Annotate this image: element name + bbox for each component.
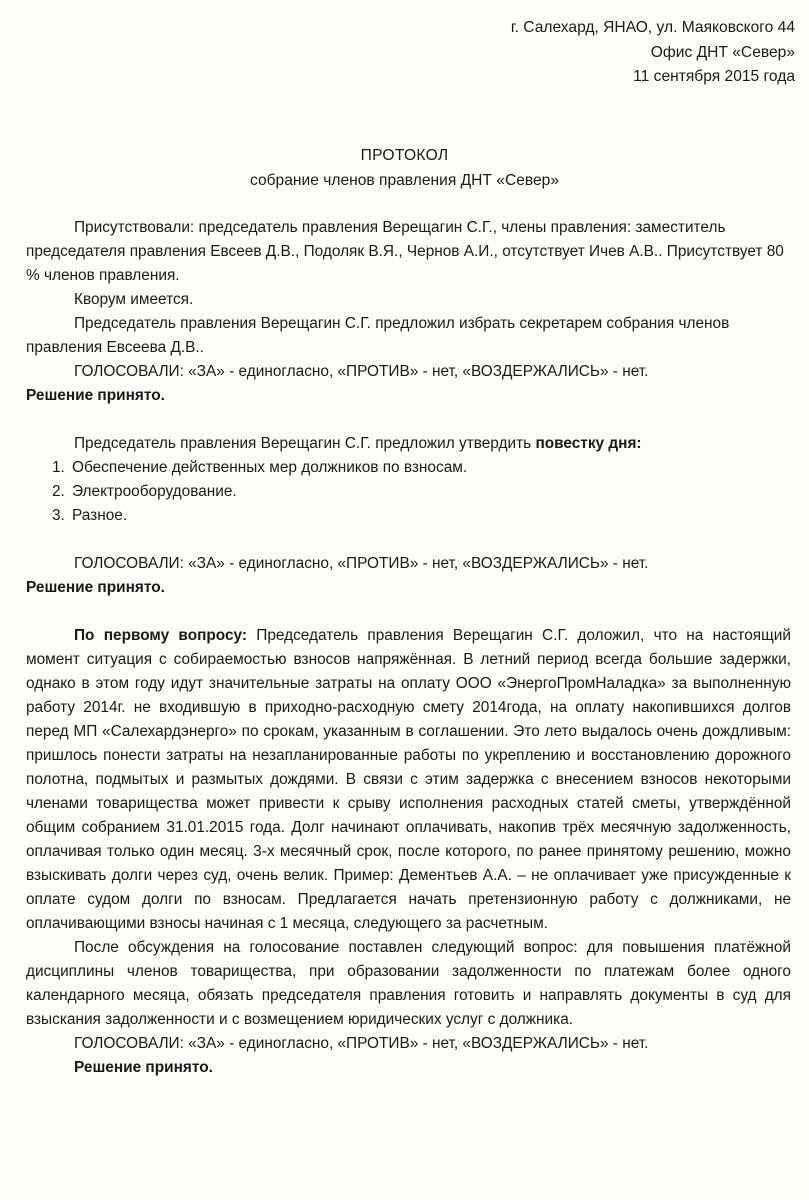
- agenda-list: [26, 456, 791, 528]
- address-block: [511, 16, 795, 90]
- decision-1: [26, 384, 791, 408]
- agenda-intro-bold: повестку дня:: [535, 435, 642, 452]
- decision-2: [26, 576, 791, 600]
- spacer: [26, 528, 791, 552]
- vote-line-1: ГОЛОСОВАЛИ: «ЗА» - единогласно, «ПРОТИВ» - нет, «ВОЗДЕРЖАЛИСЬ» - нет.: [74, 363, 649, 380]
- decision-1-text: Решение принято.: [26, 387, 165, 404]
- address-line-office: Офис ДНТ «Север»: [650, 43, 795, 61]
- first-question-label: По первому вопросу:: [74, 627, 248, 644]
- first-question-text: Председатель правления Верещагин С.Г. доложил, что на настоящий момент ситуация с собираемостью взносов напряжённая. В летний период всегда большие задержки, однако в этом году идут значительные затраты на оплату ООО «ЭнергоПромНаладка» за выполненную работу 2014г. не входившую в приходно-расходную смету 2014года, на оплату накопившихся долгов перед МП «Салехардэнерго» по срокам, указанным в соглашении. Это лето выдалось очень дождливым: пришлось понести затраты на незапланированные работы по укреплению и восстановлению дорожного полотна, подмытых и размытых дождями. В связи с этим задержка с внесением взносов некоторыми членами товарищества может привести к срыву исполнения расходных статей сметы, утверждённой общим собранием 31.01.2015 года. Долг начинают оплачивать, накопив трёх месячную задолженность, оплачивая только один месяц. 3-х месячный срок, после которого, по ранее принятому решению, можно взыскивать долги через суд, очень велик. Пример: Дементьев А.А. – не оплачивает уже присужденные к оплате судом долги по взносам. Предлагается начать претензионную работу с должниками, не оплачивающими взносы начиная с 1 месяца, следующего за расчетным.: [26, 627, 791, 932]
- decision-3-text: Решение принято.: [74, 1059, 213, 1076]
- address-line-city: г. Салехард, ЯНАО, ул. Маяковского 44: [510, 19, 795, 36]
- agenda-item: [26, 504, 791, 528]
- decision-2-text: Решение принято.: [26, 579, 165, 596]
- agenda-item-text: Разное.: [72, 507, 128, 524]
- agenda-item-text: Обеспечение действенных мер должников по взносам.: [72, 459, 468, 476]
- document-body: [26, 216, 791, 1080]
- decision-3: [26, 1056, 791, 1080]
- document-date: 11 сентября 2015 года: [633, 68, 795, 85]
- agenda-item: [26, 456, 791, 480]
- attendance-paragraph: Присутствовали: председатель правления Верещагин С.Г., члены правления: заместитель председателя правления Евсеев Д.В., Подоляк В.Я., Чернов А.И., отсутствует Ичев А.В.. Присутствует 80 % членов правления.: [26, 219, 784, 284]
- agenda-item-number: 2.: [52, 483, 65, 500]
- vote-line-2: ГОЛОСОВАЛИ: «ЗА» - единогласно, «ПРОТИВ» - нет, «ВОЗДЕРЖАЛИСЬ» - нет.: [74, 555, 649, 572]
- document-subtitle: собрание членов правления ДНТ «Север»: [249, 172, 560, 189]
- quorum-paragraph: Кворум имеется.: [74, 291, 194, 308]
- document-title: ПРОТОКОЛ: [360, 147, 449, 164]
- first-question-paragraph: [26, 624, 791, 936]
- discussion-paragraph: После обсуждения на голосование поставлен следующий вопрос: для повышения платёжной дисциплины членов товарищества, при образовании задолженности по платежам более одного календарного месяца, обязать председателя правления готовить и направлять документы в суд для взыскания задолженности и с возмещением юридических услуг с должника.: [26, 939, 791, 1028]
- title-block: [0, 144, 809, 193]
- agenda-item-text: Электрооборудование.: [72, 483, 237, 500]
- agenda-item-number: 1.: [52, 459, 65, 476]
- agenda-item: [26, 480, 791, 504]
- agenda-item-number: 3.: [52, 507, 65, 524]
- agenda-intro-text: Председатель правления Верещагин С.Г. предложил утвердить: [74, 435, 536, 452]
- spacer: [26, 408, 791, 432]
- secretary-proposal-paragraph: Председатель правления Верещагин С.Г. предложил избрать секретарем собрания членов правления Евсеева Д.В..: [26, 315, 730, 356]
- vote-line-3: ГОЛОСОВАЛИ: «ЗА» - единогласно, «ПРОТИВ» - нет, «ВОЗДЕРЖАЛИСЬ» - нет.: [74, 1035, 649, 1052]
- agenda-intro-paragraph: [26, 432, 791, 456]
- spacer: [26, 600, 791, 624]
